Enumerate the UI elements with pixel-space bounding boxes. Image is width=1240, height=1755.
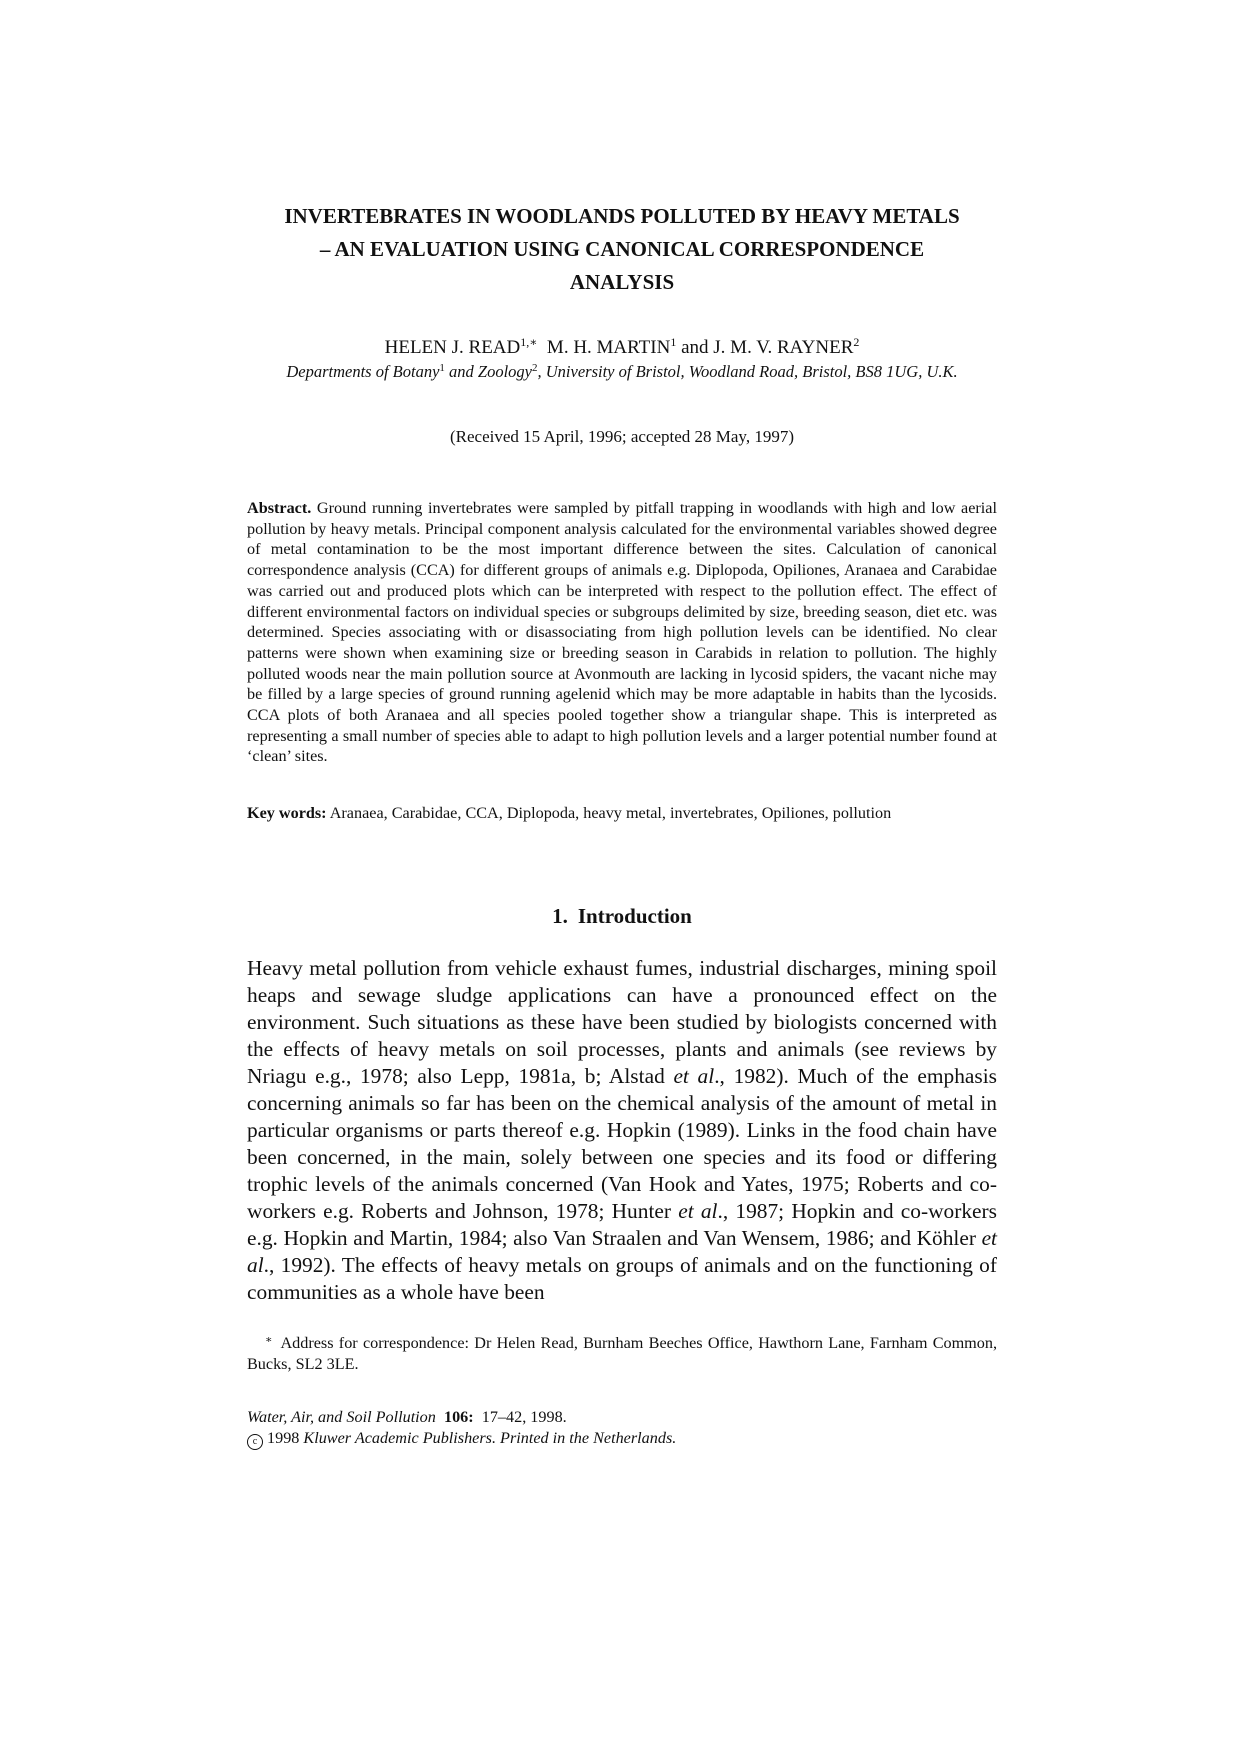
journal-volume: 106: <box>443 1408 474 1426</box>
title-line-3: ANALYSIS <box>569 270 675 294</box>
journal-info <box>247 1407 997 1450</box>
affiliation-sup-2: 2 <box>532 362 538 374</box>
keywords <box>247 803 997 824</box>
section-heading <box>247 903 997 929</box>
intro-et-al-3: et al <box>247 1226 997 1277</box>
journal-name: Water, Air, and Soil Pollution <box>247 1408 436 1426</box>
author-list <box>247 336 997 360</box>
section-number: 1. <box>552 904 568 928</box>
author-3-name: J. M. V. RAYNER <box>713 337 854 358</box>
intro-text-1: Heavy metal pollution from vehicle exhaust fumes, industrial discharges, mining spoil heaps and sewage sludge applications can have a pronounced effect on the environment. Such situations as these have been studied by biologists concerned with the effects of heavy metals on soil processes, plants and animals (see reviews by Nriagu e.g., 1978; also Lepp, 1981a, b; Alstad <box>247 956 997 1088</box>
publisher: Kluwer Academic Publishers. Printed in the Netherlands. <box>303 1428 677 1447</box>
affiliation-zoology: and Zoology <box>444 362 532 381</box>
author-2-name: M. H. MARTIN <box>546 337 671 358</box>
journal-citation <box>247 1407 997 1428</box>
intro-et-al-2: et al <box>678 1199 718 1223</box>
abstract-text: Ground running invertebrates were sampled by pitfall trapping in woodlands with high and low aerial pollution by heavy metals. Principal component analysis calculated for the environmental variables showed degree of metal contamination to be the most important difference between the sites. Calculation of canonical correspondence analysis (CCA) for different groups of animals e.g. Diplopoda, Opiliones, Aranaea and Carabidae was carried out and produced plots which can be interpreted with respect to the pollution effect. The effect of different environmental factors on individual species or subgroups delimited by size, breeding season, diet etc. was determined. Species associating with or disassociating from high pollution levels can be identified. No clear patterns were shown when examining size or breeding season in Carabids in relation to pollution. The highly polluted woods near the main pollution source at Avonmouth are lacking in lycosid spiders, the vacant niche may be filled by a large species of ground running agelenid which may be more adaptable in habits than the lycosids. CCA plots of both Aranaea and all species pooled together show a triangular shape. This is interpreted as representing a small number of species able to adapt to high pollution levels and a larger potential number found at ‘clean’ sites. <box>247 499 997 766</box>
affiliation <box>247 361 997 382</box>
keywords-label: Key words: <box>247 804 327 822</box>
affiliation-address: , University of Bristol, Woodland Road, Bristol, BS8 1UG, U.K. <box>537 362 958 381</box>
author-conjunction: and <box>681 337 709 358</box>
affiliation-sup-1: 1 <box>439 362 445 374</box>
paper-title <box>247 200 997 299</box>
introduction-paragraph <box>247 955 997 1306</box>
affiliation-botany: Departments of Botany <box>286 362 440 381</box>
journal-pages: 17–42, 1998. <box>481 1408 567 1426</box>
keywords-text: Aranaea, Carabidae, CCA, Diplopoda, heavy metal, invertebrates, Opiliones, pollution <box>326 804 892 822</box>
intro-text-3: ., 1987; Hopkin and co-workers e.g. Hopkin and Martin, 1984; also Van Straalen and Van Wensem, 1986; and Köhler <box>247 1199 997 1250</box>
received-dates: (Received 15 April, 1996; accepted 28 May, 1997) <box>450 427 794 446</box>
copyright-year: 1998 <box>267 1428 300 1447</box>
abstract-label: Abstract. <box>247 499 312 517</box>
footnote-text: Address for correspondence: Dr Helen Read, Burnham Beeches Office, Hawthorn Lane, Farnham Common, Bucks, SL2 3LE. <box>247 1334 997 1373</box>
copyright-icon: c <box>247 1434 263 1450</box>
footnote <box>247 1330 997 1374</box>
intro-et-al-1: et al <box>673 1064 715 1088</box>
section-title: Introduction <box>577 904 692 928</box>
author-1-name: HELEN J. READ <box>384 337 521 358</box>
author-3-superscript: 2 <box>853 335 860 349</box>
intro-text-2: ., 1982). Much of the emphasis concerning animals so far has been on the chemical analysis of the amount of metal in particular organisms or parts thereof e.g. Hopkin (1989). Links in the food chain have been concerned, in the main, solely between one species and its food or differing trophic levels of the animals concerned (Van Hook and Yates, 1975; Roberts and co-workers e.g. Roberts and Johnson, 1978; Hunter <box>247 1064 997 1223</box>
title-line-1: INVERTEBRATES IN WOODLANDS POLLUTED BY HEAVY METALS <box>284 204 960 228</box>
author-1-superscript: 1,∗ <box>520 335 538 349</box>
abstract <box>247 498 997 767</box>
copyright-line <box>247 1428 997 1450</box>
title-line-2: – AN EVALUATION USING CANONICAL CORRESPONDENCE <box>319 237 925 261</box>
author-2-superscript: 1 <box>670 335 677 349</box>
intro-text-4: ., 1992). The effects of heavy metals on groups of animals and on the functioning of communities as a whole have been <box>247 1253 997 1304</box>
footnote-marker: ∗ <box>265 1334 273 1346</box>
